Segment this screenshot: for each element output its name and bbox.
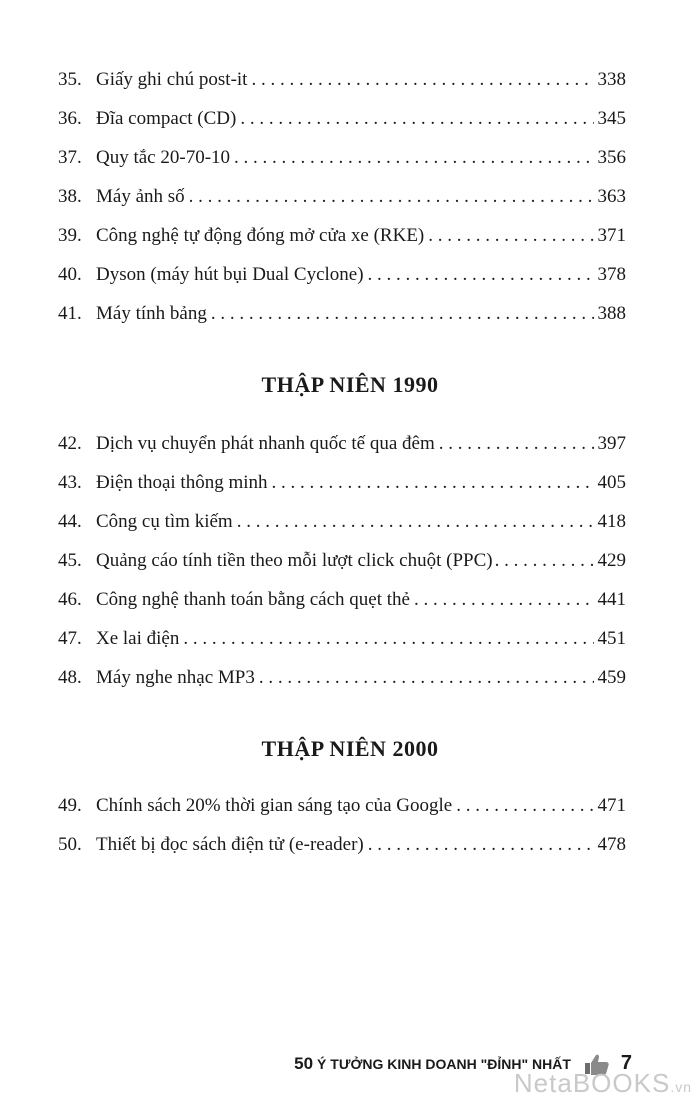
dot-leader bbox=[414, 580, 594, 619]
dot-leader bbox=[259, 658, 594, 697]
dot-leader bbox=[368, 255, 594, 294]
footer-page-number: 7 bbox=[620, 1052, 632, 1074]
toc-entry bbox=[58, 541, 626, 580]
watermark-suffix: .vn bbox=[670, 1079, 692, 1095]
entry-number: 45. bbox=[58, 550, 82, 571]
dot-leader bbox=[234, 138, 593, 177]
toc-entry bbox=[58, 502, 626, 541]
entry-title: Máy nghe nhạc MP3 bbox=[96, 667, 255, 688]
entry-number: 49. bbox=[58, 795, 82, 816]
toc-entry bbox=[58, 60, 626, 99]
entry-page: 363 bbox=[597, 186, 626, 207]
entry-page: 441 bbox=[597, 589, 626, 610]
entry-title: Chính sách 20% thời gian sáng tạo của Google bbox=[96, 795, 453, 816]
dot-leader bbox=[211, 294, 594, 333]
section-heading-1990: THẬP NIÊN 1990 bbox=[261, 372, 439, 397]
toc-entry bbox=[58, 658, 626, 697]
section-heading-2000: THẬP NIÊN 2000 bbox=[261, 736, 439, 761]
entry-title: Máy tính bảng bbox=[96, 303, 207, 324]
toc-entry bbox=[58, 99, 626, 138]
entry-title: Công cụ tìm kiếm bbox=[96, 511, 233, 532]
dot-leader bbox=[189, 177, 594, 216]
toc-entry bbox=[58, 786, 626, 825]
dot-leader bbox=[495, 541, 596, 580]
entry-number: 43. bbox=[58, 472, 82, 493]
entry-page: 356 bbox=[597, 147, 626, 168]
dot-leader bbox=[456, 786, 593, 825]
entry-page: 338 bbox=[597, 69, 626, 90]
entry-number: 50. bbox=[58, 834, 82, 855]
entry-title: Quy tắc 20-70-10 bbox=[96, 147, 231, 168]
entry-number: 37. bbox=[58, 147, 82, 168]
entry-page: 418 bbox=[597, 511, 626, 532]
toc-entry bbox=[58, 424, 626, 463]
toc-entry bbox=[58, 216, 626, 255]
entry-number: 38. bbox=[58, 186, 82, 207]
entry-title: Công nghệ tự động đóng mở cửa xe (RKE) bbox=[96, 225, 425, 246]
entry-page: 451 bbox=[597, 628, 626, 649]
toc-entry bbox=[58, 255, 626, 294]
entry-number: 48. bbox=[58, 667, 82, 688]
entry-page: 478 bbox=[597, 834, 626, 855]
entry-title: Công nghệ thanh toán bằng cách quẹt thẻ bbox=[96, 589, 410, 610]
dot-leader bbox=[368, 825, 594, 864]
entry-title: Máy ảnh số bbox=[96, 186, 185, 207]
entry-number: 40. bbox=[58, 264, 82, 285]
toc-entry bbox=[58, 138, 626, 177]
watermark-brand: NetaBOOKS bbox=[513, 1068, 671, 1098]
entry-title: Điện thoại thông minh bbox=[96, 472, 268, 493]
entry-page: 397 bbox=[597, 433, 626, 454]
entry-title: Dịch vụ chuyển phát nhanh quốc tế qua đêm bbox=[96, 433, 435, 454]
dot-leader bbox=[272, 463, 594, 502]
entry-title: Đĩa compact (CD) bbox=[96, 108, 237, 129]
toc-entry bbox=[58, 177, 626, 216]
toc-entry bbox=[58, 294, 626, 333]
entry-title: Quảng cáo tính tiền theo mỗi lượt click chuột (PPC) bbox=[96, 550, 493, 571]
entry-page: 405 bbox=[597, 472, 626, 493]
toc-entry bbox=[58, 825, 626, 864]
entry-page: 459 bbox=[597, 667, 626, 688]
footer-fifty: 50 bbox=[294, 1053, 314, 1073]
dot-leader bbox=[183, 619, 593, 658]
dot-leader bbox=[439, 424, 594, 463]
entry-page: 371 bbox=[597, 225, 626, 246]
toc-group-1 bbox=[58, 60, 626, 333]
entry-number: 42. bbox=[58, 433, 82, 454]
entry-page: 345 bbox=[597, 108, 626, 129]
dot-leader bbox=[240, 99, 593, 138]
entry-title: Thiết bị đọc sách điện tử (e-reader) bbox=[96, 834, 364, 855]
entry-number: 35. bbox=[58, 69, 82, 90]
toc-group-3 bbox=[58, 786, 626, 864]
footer-book-title: Ý TƯỞNG KINH DOANH "ĐỈNH" NHẤT bbox=[317, 1055, 571, 1072]
dot-leader bbox=[237, 502, 594, 541]
toc-entry bbox=[58, 619, 626, 658]
dot-leader bbox=[428, 216, 593, 255]
entry-page: 429 bbox=[597, 550, 626, 571]
entry-number: 47. bbox=[58, 628, 82, 649]
toc-group-2 bbox=[58, 424, 626, 697]
entry-number: 39. bbox=[58, 225, 82, 246]
entry-page: 471 bbox=[597, 795, 626, 816]
entry-title: Xe lai điện bbox=[96, 628, 180, 649]
entry-title: Dyson (máy hút bụi Dual Cyclone) bbox=[96, 264, 364, 285]
entry-number: 44. bbox=[58, 511, 82, 532]
dot-leader bbox=[251, 60, 593, 99]
toc-entry bbox=[58, 463, 626, 502]
entry-number: 36. bbox=[58, 108, 82, 129]
entry-number: 46. bbox=[58, 589, 82, 610]
watermark bbox=[514, 1068, 692, 1099]
toc-entry bbox=[58, 580, 626, 619]
entry-number: 41. bbox=[58, 303, 82, 324]
entry-page: 378 bbox=[597, 264, 626, 285]
entry-page: 388 bbox=[597, 303, 626, 324]
entry-title: Giấy ghi chú post-it bbox=[96, 69, 248, 90]
